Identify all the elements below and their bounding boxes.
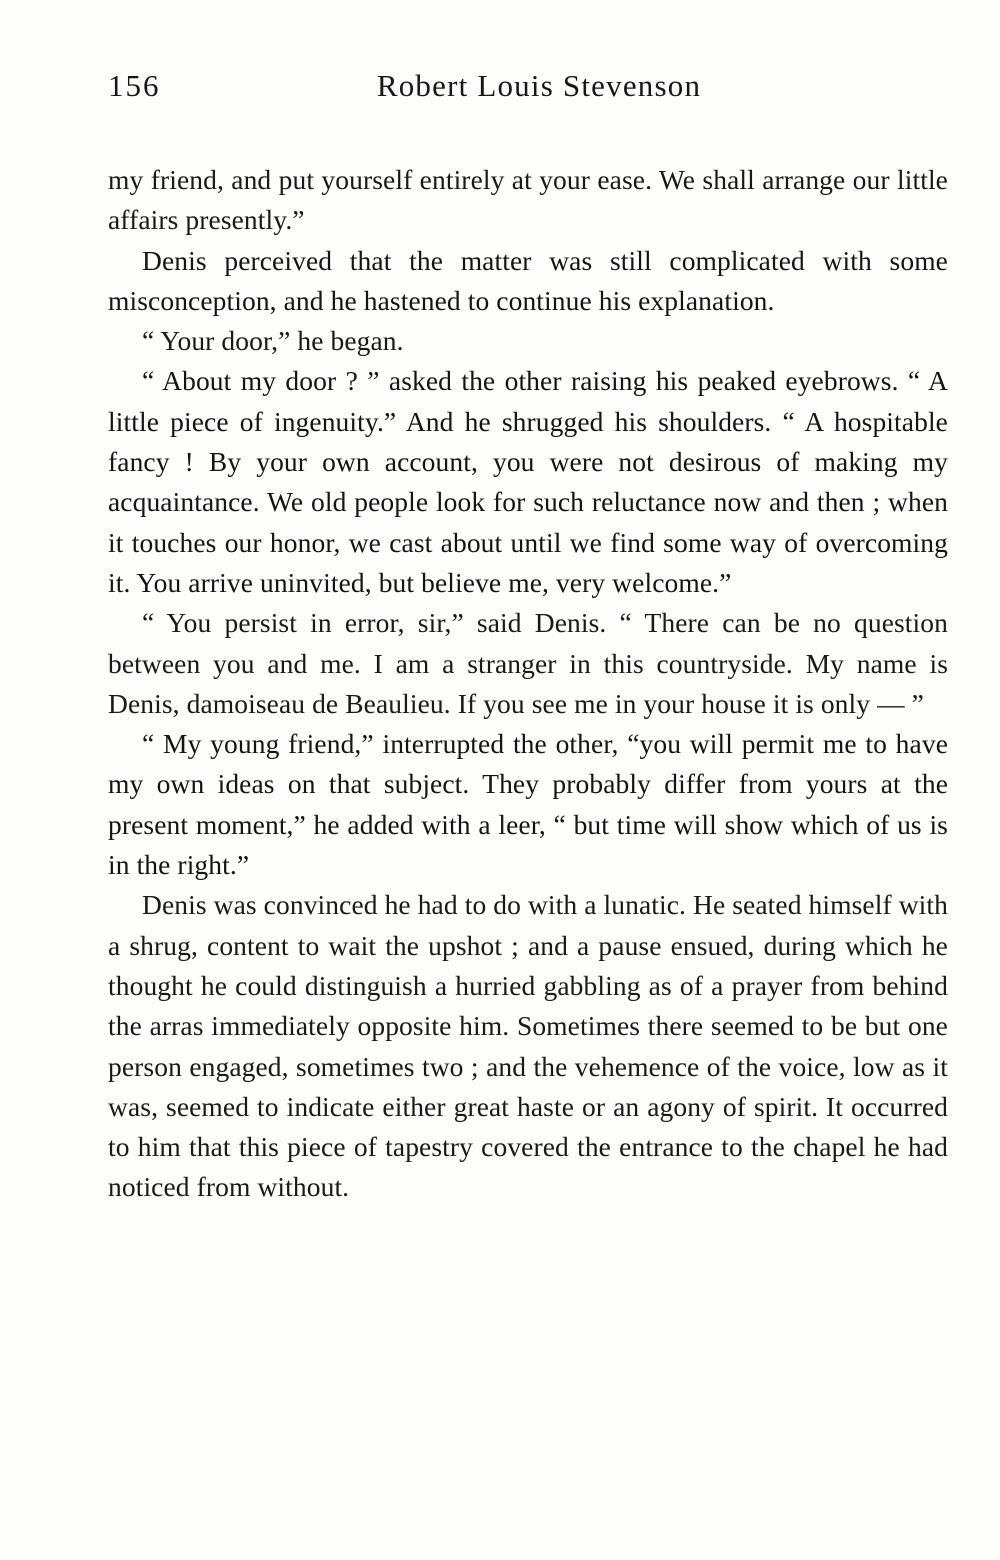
running-title: Robert Louis Stevenson [376, 68, 702, 103]
paragraph: my friend, and put yourself entirely at your ease. We shall arrange our little affairs presently.” [108, 164, 948, 236]
page-header [108, 68, 948, 116]
paragraph: Denis was convinced he had to do with a lunatic. He seated himself with a shrug, content to wait the upshot ; and a pause ensued, during which he thought he could distinguish a hurried gabbling as of a prayer from behind the arras immediately opposite him. Sometimes there seemed to be but one person engaged, sometimes two ; and the vehemence of the voice, low as it was, seemed to indicate either great haste or an agony of spirit. It occurred to him that this piece of tapestry covered the entrance to the chapel he had noticed from without. [108, 889, 948, 1203]
paragraph: “ You persist in error, sir,” said Denis. “ There can be no question between you and me. I am a stranger in this countryside. My name is Denis, damoiseau de Beaulieu. If you see me in your house it is only — ” [108, 607, 948, 719]
paragraph: Denis perceived that the matter was still complicated with some misconception, and he hastened to continue his explanation. [108, 244, 948, 316]
paragraph: “ About my door ? ” asked the other raising his peaked eyebrows. “ A little piece of ingenuity.” And he shrugged his shoulders. “ A hospitable fancy ! By your own account, you were not desirous of making my acquaintance. We old people look for such reluctance now and then ; when it touches our honor, we cast about until we find some way of overcoming it. You arrive uninvited, but believe me, very welcome.” [108, 365, 948, 598]
paragraph: “ Your door,” he began. [142, 325, 404, 357]
page-number: 156 [108, 68, 161, 103]
body-text [108, 160, 948, 1208]
paragraph: “ My young friend,” interrupted the other, “you will permit me to have my own ideas on that subject. They probably differ from yours at the present moment,” he added with a leer, “ but time will show which of us is in the right.” [108, 728, 948, 881]
